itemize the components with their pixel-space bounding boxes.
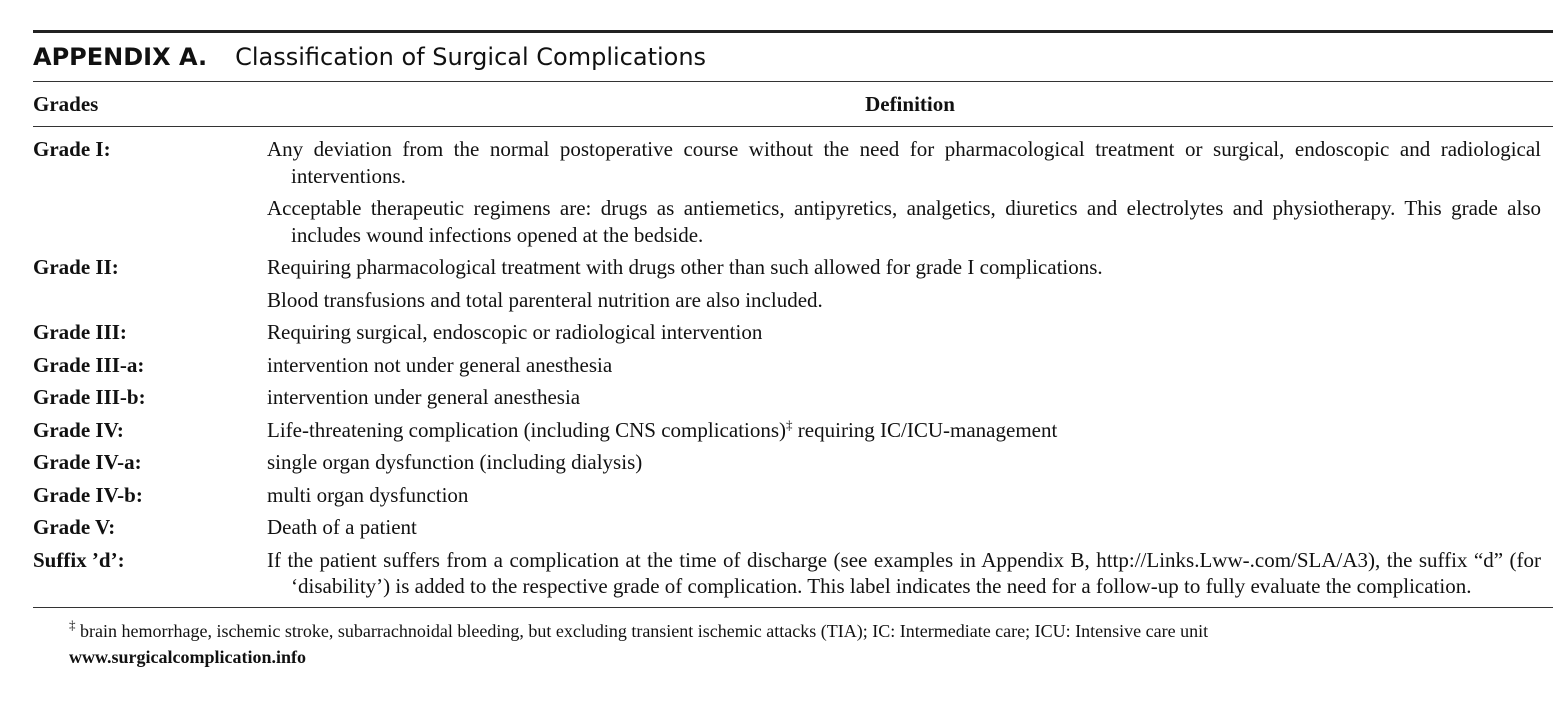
- definition-text: Requiring surgical, endoscopic or radiological intervention: [267, 320, 763, 344]
- definition-text: Acceptable therapeutic regimens are: drugs as antiemetics, antipyretics, analgetics, diuretics and electrolytes and physiotherapy. This grade also includes wound infections opened at the bedside.: [267, 196, 1541, 247]
- definition-cell: [267, 316, 1541, 349]
- definition-text: If the patient suffers from a complication at the time of discharge (see examples in Appendix B, http://Links.Lww-.com/SLA/A3), the suffix “d” (for ‘disability’) is added to the respective grade of complication. This label indicates the need for a follow-up to fully evaluate the complication.: [267, 547, 1541, 598]
- table-row: [33, 446, 1553, 479]
- grade-cell: Grade I:: [33, 137, 111, 161]
- grade-cell: Grade III:: [33, 320, 127, 344]
- definition-text-main: Life-threatening complication (including CNS complications): [267, 417, 787, 442]
- definition-text: intervention under general anesthesia: [267, 385, 581, 409]
- table-row: [33, 381, 1553, 414]
- website-link[interactable]: www.surgicalcomplication.info: [69, 646, 306, 667]
- table-row: [33, 414, 1553, 447]
- definition-cell: [267, 251, 1541, 316]
- grade-cell: Grade IV:: [33, 417, 124, 442]
- definition-cell: [267, 381, 1541, 414]
- definition-text: Blood transfusions and total parenteral nutrition are also included.: [267, 287, 823, 312]
- table-row: [33, 316, 1553, 349]
- definition-cell: [267, 446, 1541, 479]
- definition-text: single organ dysfunction (including dialysis): [267, 450, 643, 474]
- definition-cell: [267, 511, 1541, 544]
- table-label: APPENDIX A.: [33, 43, 208, 71]
- grade-cell: Grade IV-a:: [33, 450, 142, 474]
- definition-cell: [267, 414, 1541, 447]
- definition-text-rest: requiring IC/ICU-management: [792, 417, 1058, 442]
- definition-cell: [267, 349, 1541, 382]
- table-footnote: [33, 608, 1553, 670]
- footnote-body: brain hemorrhage, ischemic stroke, subarrachnoidal bleeding, but excluding transient ischemic attacks (TIA); IC: Intermediate care; ICU: Intensive care unit: [75, 620, 1209, 641]
- header-definition: Definition: [865, 91, 955, 116]
- definition-cell: [267, 479, 1541, 512]
- footnote-marker: ‡: [786, 416, 793, 432]
- definition-cell: [267, 544, 1541, 603]
- table-row: [33, 349, 1553, 382]
- definition-text: Death of a patient: [267, 515, 417, 539]
- grade-cell: Grade II:: [33, 255, 119, 279]
- table-row: [33, 511, 1553, 544]
- table-title: Classification of Surgical Complications: [235, 43, 707, 71]
- definition-text: Any deviation from the normal postoperative course without the need for pharmacological treatment or surgical, endoscopic and radiological interventions.: [267, 137, 1541, 188]
- grade-cell: Grade IV-b:: [33, 482, 143, 507]
- table-row: [33, 479, 1553, 512]
- table-caption: [33, 33, 1553, 81]
- footnote-marker: ‡: [69, 616, 76, 632]
- definition-cell: [267, 133, 1541, 251]
- table-row: [33, 133, 1553, 251]
- grade-cell: Suffix ’d’:: [33, 547, 125, 572]
- grade-cell: Grade V:: [33, 515, 116, 539]
- definition-text: Requiring pharmacological treatment with drugs other than such allowed for grade I complications.: [267, 255, 1103, 279]
- table-row: [33, 251, 1553, 316]
- header-grades: Grades: [33, 91, 99, 116]
- appendix-table: [33, 30, 1553, 670]
- table-row: [33, 544, 1553, 603]
- table-body: [33, 127, 1553, 607]
- definition-text: multi organ dysfunction: [267, 482, 469, 507]
- definition-text: [267, 417, 1541, 444]
- definition-text: intervention not under general anesthesia: [267, 352, 613, 377]
- grade-cell: Grade III-a:: [33, 352, 145, 377]
- grade-cell: Grade III-b:: [33, 385, 146, 409]
- table-header: [33, 82, 1553, 126]
- footnote-text: [69, 618, 1553, 644]
